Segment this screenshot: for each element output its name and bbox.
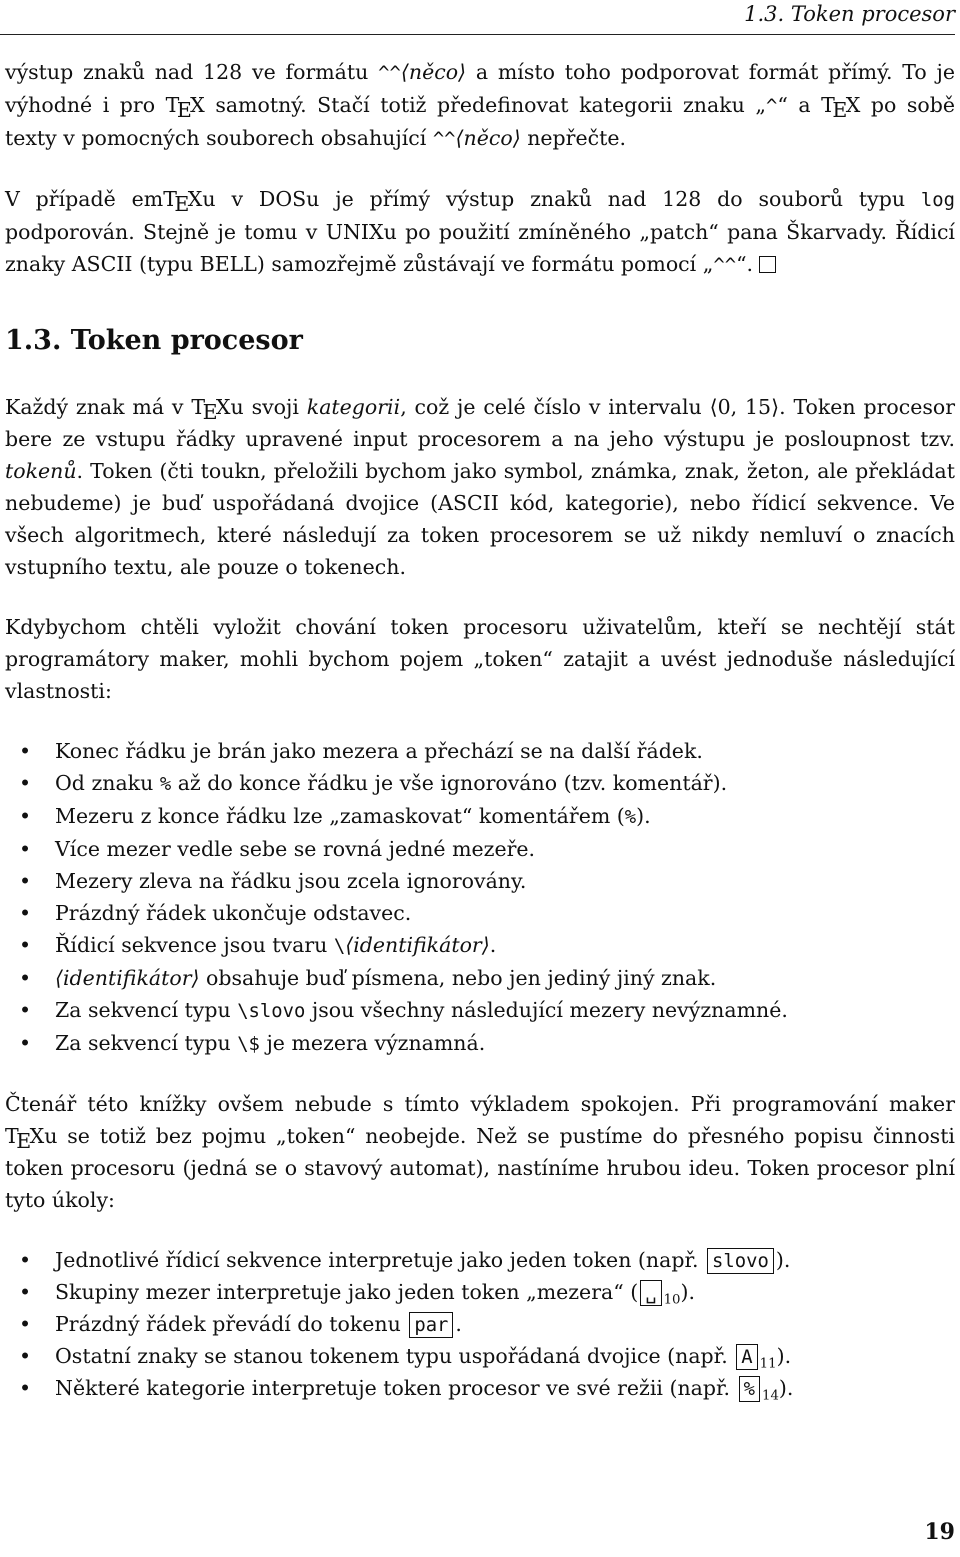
token-box: par (409, 1312, 453, 1338)
tex-logo: TEX (821, 93, 861, 122)
list-item: • Od znaku % až do konce řádku je vše ignorováno (tzv. komentář). (19, 771, 728, 795)
list-item: • Řídicí sekvence jsou tvaru \⟨identifikátor⟩. (19, 933, 497, 957)
tex-logo: TEX (191, 395, 231, 424)
end-of-proof-box (759, 256, 776, 273)
tex-logo: TEX (163, 187, 203, 216)
list-item: • Mezeru z konce řádku lze „zamaskovat“ komentářem (%). (19, 804, 651, 828)
token-box: A (736, 1344, 757, 1370)
token-box: % (739, 1376, 760, 1402)
list-item: • Jednotlivé řídicí sekvence interpretuje jako jeden token (např. slovo ). (19, 1248, 791, 1272)
list-item: • Ostatní znaky se stanou tokenem typu uspořádaná dvojice (např. A $_{11}$). (19, 1344, 792, 1372)
paragraph-reader: Čtenář této knížky ovšem nebude s tímto výkladem spokojen. Při programování maker TEXu se totiž bez pojmu „token“ neobejde. Než se pustíme do přesného popisu činnosti token procesoru (jedná se o stavový automat), nastíníme hrubou ideu. Token procesor plní tyto úkoly: (5, 1092, 955, 1212)
list-item: • Některé kategorie interpretuje token procesor ve své režii (např. % $_{14}$). (19, 1376, 794, 1404)
page-number: 19 (924, 1519, 955, 1545)
paragraph-intro: výstup znaků nad 128 ve formátu ^^⟨něco⟩ a místo toho podporovat formát přímý. To je výhodné i pro TEX samotný. Stačí totiž předefinovat kategorii znaku „^“ a TEX po sobě texty v pomocných souborech obsahující ^^⟨něco⟩ nepřečte. (5, 60, 955, 150)
tasks-list (5, 1244, 955, 1404)
running-title: 1.3. Token procesor (744, 2, 955, 26)
list-item: • Více mezer vedle sebe se rovná jedné mezeře. (19, 837, 536, 861)
page-body (5, 56, 955, 1404)
paragraph-emtex: V případě emTEXu v DOSu je přímý výstup znaků nad 128 do souborů typu log podporován. Stejně je tomu v UNIXu po použití zmíněného „patch“ pana Škarvady. Řídicí znaky ASCII (typu BELL) samozřejmě zůstávají ve formátu pomocí „^^“. (5, 187, 955, 276)
list-item: • Mezery zleva na řádku jsou zcela ignorovány. (19, 869, 527, 893)
list-item: • ⟨identifikátor⟩ obsahuje buď písmena, nebo jen jediný jiný znak. (19, 966, 717, 990)
tex-logo: TEX (5, 1124, 45, 1153)
running-header (0, 0, 955, 35)
paragraph-simple-view: Kdybychom chtěli vyložit chování token procesoru uživatelům, kteří se nechtějí stát programátory maker, mohli bychom pojem „token“ zatajit a uvést jednoduše následující vlastnosti: (5, 615, 955, 703)
paragraph-categories: Každý znak má v TEXu svoji kategorii, což je celé číslo v intervalu ⟨0, 15⟩. Token procesor bere ze vstupu řádky upravené input procesorem a na jeho výstupu je posloupnost tzv. tokenů. Token (čti toukn, přeložili bychom jako symbol, známka, znak, žeton, ale překládat nebudeme) je buď uspořádaná dvojice (ASCII kód, kategorie), nebo řídicí sekvence. Ve všech algoritmech, které následují za token procesorem se už nikdy nemluví o znacích vstupního textu, ale pouze o tokenech. (5, 395, 956, 579)
list-item: • Konec řádku je brán jako mezera a přechází se na další řádek. (19, 739, 703, 763)
list-item: • Skupiny mezer interpretuje jako jeden token „mezera“ ( ␣ $_{10}$). (19, 1280, 696, 1308)
list-item: • Za sekvencí typu \$ je mezera významná. (19, 1031, 486, 1055)
section-heading: 1.3. Token procesor (5, 325, 303, 356)
token-box: ␣ (640, 1280, 661, 1306)
tex-logo: TEX (165, 93, 205, 122)
list-item: • Prázdný řádek převádí do tokenu par . (19, 1312, 462, 1336)
list-item: • Prázdný řádek ukončuje odstavec. (19, 901, 412, 925)
token-box: slovo (707, 1248, 774, 1274)
list-item: • Za sekvencí typu \slovo jsou všechny následující mezery nevýznamné. (19, 998, 788, 1022)
rules-list (5, 735, 955, 1060)
